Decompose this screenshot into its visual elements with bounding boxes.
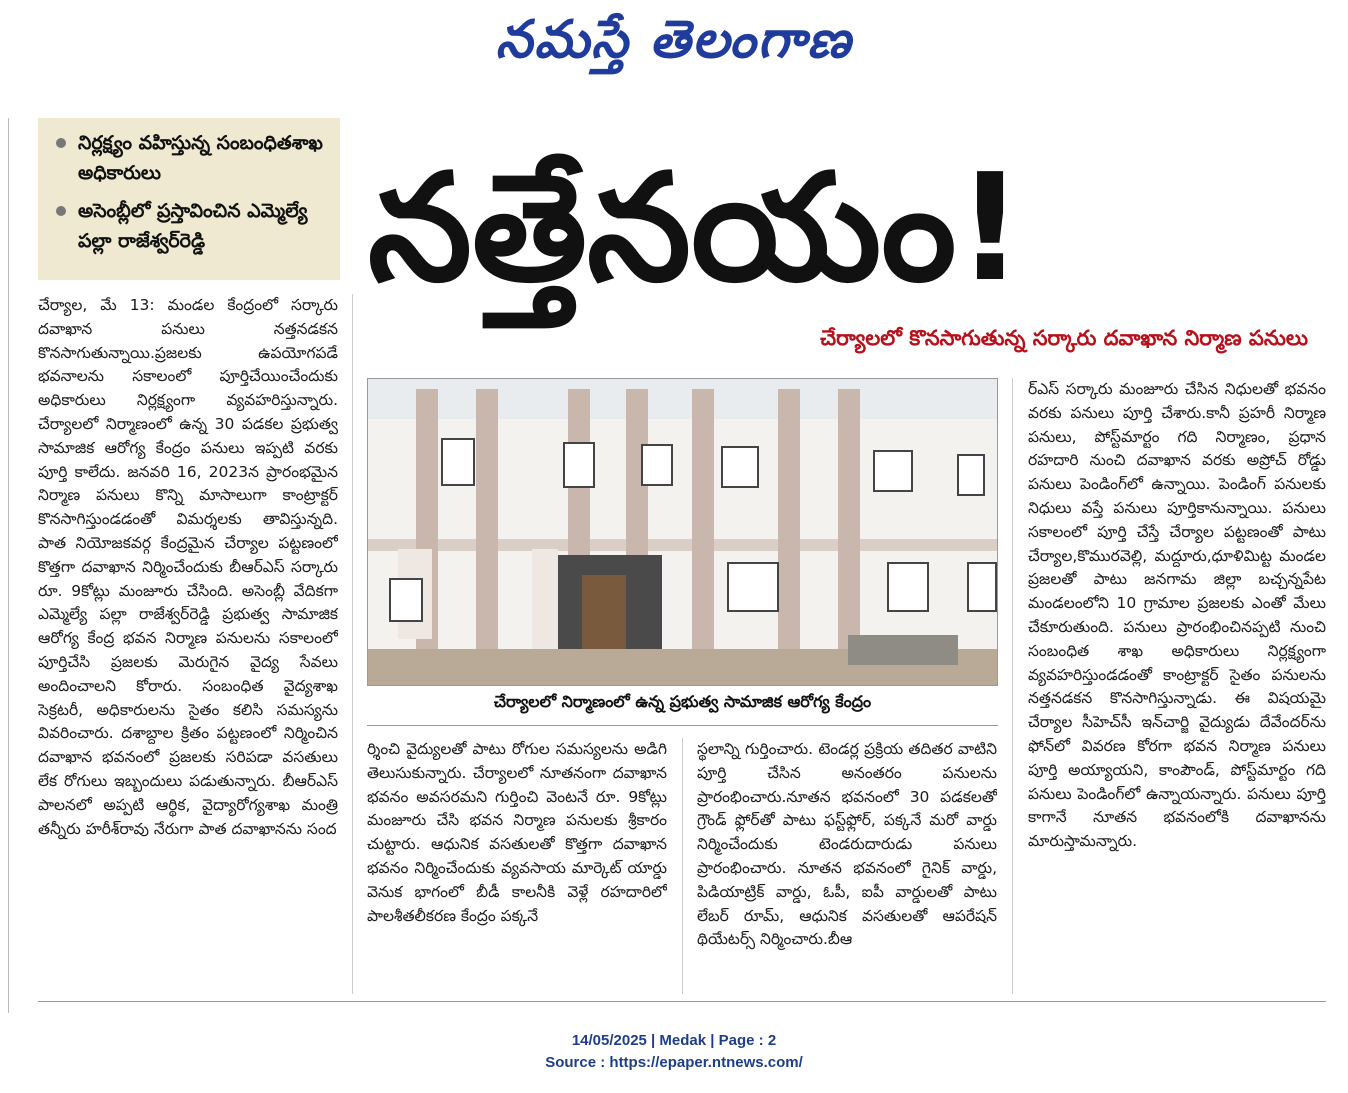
highlights-box [38,118,340,280]
column-divider [1012,378,1013,994]
bottom-rule [38,1001,1326,1002]
highlight-item [56,196,330,256]
article-column-4: ర్‌ఎస్ సర్కారు మంజూరు చేసిన నిధులతో భవనం వరకు పనులు పూర్తి చేశారు.కానీ ప్రహరీ నిర్మాణ పనులు, పోస్ట్‌మార్టం గది నిర్మాణం, ప్రధాన రహదారి నుంచి దవాఖాన వరకు అప్రోచ్ రోడ్డు పనులు పెండింగ్‌లో ఉన్నాయి. పెండింగ్ పనులకు నిధులు వస్తే పనులు పూర్తికానున్నాయి. పనులు సకాలంలో పూర్తి చేస్తే చేర్యాల పట్టణంతో పాటు చేర్యాల,కొమురవెల్లి, మద్దూరు,ధూళిమిట్ట మండల ప్రజలతో పాటు జనగామ జిల్లా బచ్చన్నపేట మండలంలోని 10 గ్రామాల ప్రజలకు ఎంతో మేలు చేకూరుతుంది. పనులు ప్రారంభించినప్పటి నుంచి సంబంధిత శాఖ అధికారులు నిర్లక్ష్యంగా వ్యవహరిస్తుండడంతో కాంట్రాక్టర్ సైతం పనులను నత్తనడకన కొనసాగిస్తున్నాడు. ఈ విషయమై చేర్యాల సీహెచ్‌సీ ఇన్‌చార్జి వైద్యుడు దేవేందర్‌ను ఫోన్‌లో వివరణ కోరగా భవన నిర్మాణ పనులు పూర్తి అయ్యాయని, కాంపౌండ్, పోస్ట్‌మార్టం గది పనులు పెండింగ్‌లో ఉన్నాయన్నారు. పనులు పూర్తి కాగానే నూతన భవనంలోకి దవాఖానను మారుస్తామన్నారు. [1028,380,1326,851]
highlight-text: అసెంబ్లీలో ప్రస్తావించిన ఎమ్మెల్యే పల్లా రాజేశ్వర్‌రెడ్డి [78,200,308,252]
footer-date-edition: 14/05/2025 | Medak | Page : 2 [571,1032,777,1049]
building-photo [367,378,998,686]
subheadline: చేర్యాలలో కొనసాగుతున్న సర్కారు దవాఖాన నిర్మాణ పనులు [820,326,1308,350]
article-column-1: చేర్యాల, మే 13: మండల కేంద్రంలో సర్కారు దవాఖాన పనులు నత్తనడకన కొనసాగుతున్నాయి.ప్రజలకు ఉపయోగపడే భవనాలను సకాలంలో పూర్తిచేయించేందుకు అధికారులు నిర్లక్ష్యంగా వ్యవహరిస్తున్నారు. చేర్యాలలో నిర్మాణంలో ఉన్న 30 పడకల ప్రభుత్వ సామాజిక ఆరోగ్య కేంద్రం పనులు ఇప్పటి వరకు పూర్తి కాలేదు. జనవరి 16, 2023న ప్రారంభమైన నిర్మాణ పనులు కొన్ని మాసాలుగా కాంట్రాక్టర్ కొనసాగిస్తుండడంతో విమర్శలకు తావిస్తున్నది. పాత నియోజకవర్గ కేంద్రమైన చేర్యాల పట్టణంలో కొత్తగా దవాఖాన నిర్మించేందుకు బీఆర్‌ఎస్ సర్కారు రూ. 9కోట్లు మంజూరు చేసింది. అసెంబ్లీ వేదికగా ఎమ్మెల్యే పల్లా రాజేశ్వర్‌రెడ్డి ప్రభుత్వ సామాజిక ఆరోగ్య కేంద్ర భవన నిర్మాణ పనులను సకాలంలో పూర్తిచేసి ప్రజలకు మెరుగైన వైద్య సేవలు అందించాలని కోరారు. సంబంధిత వైద్యశాఖ సెక్రటరీ, అధికారులను సైతం కలిసి సమస్యను వివరించారు. దశాబ్దాల క్రితం పట్టణంలో నిర్మించిన దవాఖాన భవనంలో ప్రజలకు సరిపడా వసతులు లేక రోగులు ఇబ్బందులు పడుతున్నారు. బీఆర్‌ఎస్ పాలనలో అప్పటి ఆర్థిక, వైద్యారోగ్యశాఖ మంత్రి తన్నీరు హరీశ్‌రావు నేరుగా పాత దవాఖానను సంద [38,296,338,838]
article-column-3: స్థలాన్ని గుర్తించారు. టెండర్ల ప్రక్రియ తదితర వాటిని పూర్తి చేసిన అనంతరం పనులను ప్రారంభించారు.నూతన భవనంలో 30 పడకలతో గ్రౌండ్ ఫ్లోర్‌తో పాటు ఫస్ట్‌ఫ్లోర్, పక్కనే మరో వార్డు నిర్మించేందుకు టెండరుదారుడు పనులు ప్రారంభించారు. నూతన భవనంలో గైనిక్ వార్డు, పిడియాట్రిక్ వార్డు, ఓపీ, ఐపీ వార్డులతో పాటు లేబర్ రూమ్, ఆధునిక వసతులతో ఆపరేషన్ థియేటర్స్ నిర్మించారు.బీఆ [697,740,997,949]
highlight-item [56,128,330,188]
headline: నత్తేనయం! [368,142,1024,314]
article-column-2: ర్శించి వైద్యులతో పాటు రోగుల సమస్యలను అడిగి తెలుసుకున్నారు. చేర్యాలలో నూతనంగా దవాఖాన భవనం అవసరమని గుర్తించి వెంటనే రూ. 9కోట్లు మంజూరు చేసి భవన నిర్మాణ పనులకు శ్రీకారం చుట్టారు. ఆధునిక వసతులతో కొత్తగా దవాఖాన భవనం నిర్మించేందుకు వ్యవసాయ మార్కెట్ యార్డు వెనుక భాగంలో బీడీ కాలనీకి వెళ్లే రహదారిలో పాలశీతలీకరణ కేంద్రం పక్కనే [367,740,667,925]
masthead: నమస్తే తెలంగాణ [495,10,853,70]
left-rule [8,118,9,1013]
column-divider [682,738,683,994]
photo-caption: చేర్యాలలో నిర్మాణంలో ఉన్న ప్రభుత్వ సామాజిక ఆరోగ్య కేంద్రం [493,692,872,711]
caption-rule [367,725,998,726]
column-divider [352,294,353,994]
footer-source: Source : https://epaper.ntnews.com/ [545,1054,803,1071]
bullet-icon [56,206,66,216]
bullet-icon [56,138,66,148]
highlight-text: నిర్లక్ష్యం వహిస్తున్న సంబంధితశాఖ అధికారులు [78,132,323,184]
